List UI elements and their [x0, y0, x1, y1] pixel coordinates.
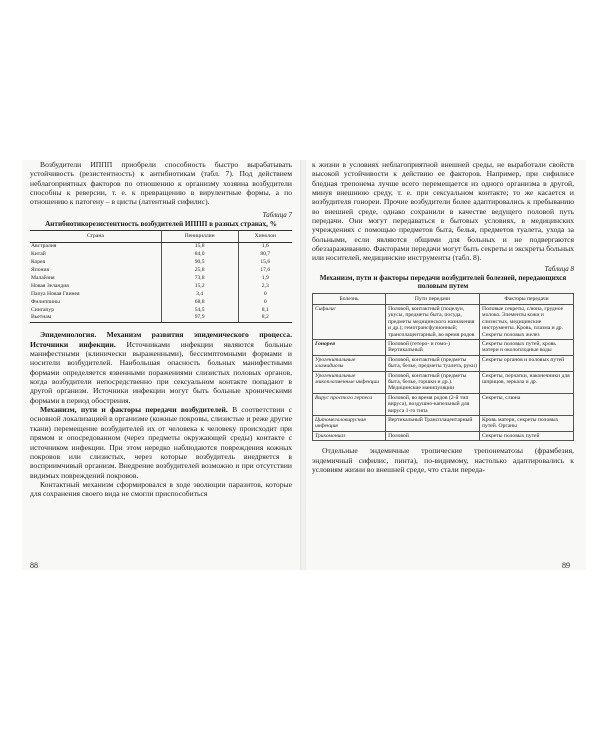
table7-row — [30, 259, 292, 267]
left-paragraph-2-text: Источниками инфекции являются больные манифестными (клинически выраженными), бессимптомными формами и носители возбудителей. Наибольшая опасность больных манифестными формами определяется язвенными поражениями слизистых половых органов, когда возбудители непосредственно при сексуальном контакте попадают в другой организм. Источники инфекции могут быть больные хроническими формами в период обострения. — [30, 339, 292, 405]
table8-route-cell: Вертикальный Трансплацентарный — [386, 416, 480, 432]
table7-country-cell: Китай — [31, 251, 46, 258]
table7-row — [30, 291, 292, 299]
left-paragraph-3 — [30, 405, 292, 480]
table7-title: Антибиотикорезистентность возбудителей ИППП в разных странах, % — [45, 219, 277, 228]
table7-country-cell: Папуа Новая Гвинея — [31, 290, 80, 297]
table8-row — [313, 304, 574, 339]
table7-value-cell: 90,5 — [161, 259, 238, 267]
table8-header-cell: Болезнь — [313, 293, 386, 304]
table7-row — [30, 314, 292, 322]
table7-country-cell: Малайзия — [31, 274, 55, 281]
table7-row — [30, 251, 292, 259]
table8-route-cell: Половой (гетеро- и гомо-) Вертикальный — [386, 340, 480, 356]
table7-country-cell: Япония — [31, 267, 50, 274]
table7-value-cell: 0 — [238, 291, 292, 299]
table8-header-cell: Пути передачи — [386, 293, 480, 304]
left-paragraph-3-text: В соответствии с основной локализацией в организме (кожные покровы, слизистые и реже другие ткани) перемещение возбудителей их от человека к человеку происходит при прямом и опосредованном (через предметы окружающей среды) контакте с источником инфекции. При этом нередко наблюдаются повреждения кожных покровов или слизистых, через которые возбудитель внедряется в восприимчивый организм. Внедрение возбудителей возможно и при отсутствии видимых повреждений покровов. — [30, 405, 292, 480]
table8-row — [313, 416, 574, 432]
right-page — [312, 160, 574, 570]
table8-route-cell: Половой, контактный (поцелуи, укусы, предметы быта, посуда, предметы медицинского назначения и др.); гемотрансфузионный; трансплацентарный, во время родов — [386, 304, 480, 339]
table8-route-cell: Половой — [386, 431, 480, 440]
table8-factor-cell: Кровь матери, секреты половых путей. Органы — [480, 416, 574, 432]
table7-row — [30, 283, 292, 291]
table8-route-cell: Половой, контактный (предметы быта, белье, горшки и др.). Медицинские манипуляции — [386, 371, 480, 393]
table7-value-cell: 0 — [238, 299, 292, 307]
table8-disease-cell: Гонорея — [313, 340, 386, 356]
right-paragraph-1: к жизни в условиях неблагоприятной внешней среды, не выработали свойств высокой устойчивости к действию ее факторов. Например, при сифилисе бледная трепонема лучше всего перемещается из одного организма в другой, минуя внешнюю среду, т. е. при сексуальном контакте; то же касается и возбудителя гонореи. Прочие возбудители более адаптировались к пребыванию во внешней среде, однако сохранили в качестве ведущего половой путь передачи. Они могут передаваться в бытовых условиях, в медицинских учреждениях с помощью предметов быта, белья, предметов туалета, ухода за больными, если являются общими для больных и не подвергаются обеззараживанию. Факторами передачи могут быть секреты и экскреты больных или носителей, медицинские инструменты (табл. 8). — [312, 160, 574, 263]
table7-value-cell: 73,8 — [161, 275, 238, 283]
table7-row — [30, 267, 292, 275]
table7-value-cell: 3,4 — [161, 291, 238, 299]
table7-header-cell: Хинолон — [238, 231, 292, 243]
table8-disease-cell: Сифилис — [313, 304, 386, 339]
table8-factor-cell: Секреты, слюна — [480, 393, 574, 415]
table7-country-cell: Сингапур — [31, 306, 55, 313]
table8-row — [313, 431, 574, 440]
page-number-left: 88 — [30, 561, 38, 570]
table7-caption: Таблица 7 — [262, 210, 292, 219]
left-paragraph-4: Контактный механизм сформировался в ходе эволюции паразитов, которые для сохранения своего вида не смогли приспособиться — [30, 479, 292, 499]
table7-value-cell: 2,3 — [238, 283, 292, 291]
table7-value-cell: 84,0 — [161, 251, 238, 259]
table7-header-cell: Страна — [30, 231, 161, 243]
book-gutter — [300, 160, 306, 570]
table7-country-cell: Корея — [31, 259, 46, 266]
table8-disease-cell: Вирус простого герпеса — [313, 393, 386, 415]
mechanism-heading: Механизм, пути и факторы передачи возбудителей. — [40, 405, 228, 415]
table7-value-cell: 8,1 — [238, 307, 292, 315]
left-paragraph-1: Возбудители ИППП приобрели способность быстро вырабатывать устойчивость (резистентность) к антибиотикам (табл. 7). Под действием неблагоприятных факторов по отношению к организму хозяина возбудители способны к реверсии, т. е. к превращению в вирулентные формы, а по отношению к патогену – в цисты (латентный сифилис). — [30, 160, 292, 207]
table7-row — [30, 275, 292, 283]
table8-factor-cell: Секреты половых путей — [480, 431, 574, 440]
table8-caption: Таблица 8 — [544, 264, 574, 273]
table8-factor-cell: Секреты, перчатки, наконечники для шприцов, зеркала и др. — [480, 371, 574, 393]
table7-value-cell: 68,8 — [161, 299, 238, 307]
table7-value-cell: 97,9 — [161, 314, 238, 322]
table7-row — [30, 307, 292, 315]
table7-country-cell: Филиппины — [31, 298, 60, 305]
table8-factor-cell: Секреты органов и половых путей — [480, 355, 574, 371]
table7-value-cell: 17,6 — [238, 267, 292, 275]
epidemiology-heading: Эпидемиология. Механизм развития эпидемического процесса. Источники инфекции. — [30, 330, 292, 349]
table7-value-cell: 8,2 — [238, 314, 292, 322]
table8-route-cell: Половой, контактный (предметы быта, белье, предметы туалета, руки) — [386, 355, 480, 371]
table7-value-cell: 25,8 — [161, 267, 238, 275]
table8-factor-cell: Половые секреты, слюна, грудное молоко. Элементы кожи и слизистых, медицинские инструменты. Кровь, плазма и др. Секреты половых желез — [480, 304, 574, 339]
table8-row — [313, 340, 574, 356]
table8-row — [313, 393, 574, 415]
table8-row — [313, 371, 574, 393]
left-page — [30, 160, 292, 570]
table7-row — [30, 243, 292, 251]
table7-country-cell: Новая Зеландия — [31, 282, 69, 289]
table8-disease-cell: Трихомониаз — [313, 431, 386, 440]
table7-value-cell: 15,6 — [238, 259, 292, 267]
table7-row — [30, 299, 292, 307]
table8-factor-cell: Секреты половых путей, кровь матери и околоплодные воды — [480, 340, 574, 356]
table8-disease-cell: Урогенитальные хламидиозы — [313, 355, 386, 371]
page-number-right: 89 — [562, 561, 570, 570]
table8-disease-cell: Цитомегаловирусная инфекция — [313, 416, 386, 432]
table8-title: Механизм, пути и факторы передачи возбудителей болезней, передающихся половым путем — [319, 273, 567, 291]
table7-country-cell: Вьетнам — [30, 314, 161, 322]
table7-value-cell: 1,9 — [238, 275, 292, 283]
table7-value-cell: 80,7 — [238, 251, 292, 259]
table7-value-cell: 15,8 — [161, 243, 238, 251]
table8-header-cell: Факторы передачи — [480, 293, 574, 304]
table7-country-cell: Австралия — [31, 243, 57, 250]
table8-disease-cell: Урогенитальные микоплазменные инфекции — [313, 371, 386, 393]
left-paragraph-2 — [30, 330, 292, 405]
table7 — [30, 230, 292, 323]
table7-value-cell: 54,5 — [161, 307, 238, 315]
table7-value-cell: 15,2 — [161, 283, 238, 291]
table7-value-cell: 1,6 — [238, 243, 292, 251]
right-paragraph-2: Отдельные эндемичные тропические трепонематозы (фрамбезия, эндемичный сифилис, пинта), по-видимому, настолько адаптировались к условиям жизни во внешней среде, что стали переда- — [312, 446, 574, 474]
table8 — [312, 293, 574, 441]
table8-route-cell: Половой, во время родов (2-й тип вируса), воздушно-капельный для вируса 1-го типа — [386, 393, 480, 415]
table7-header-cell: Пенициллин — [161, 231, 238, 243]
table8-row — [313, 355, 574, 371]
